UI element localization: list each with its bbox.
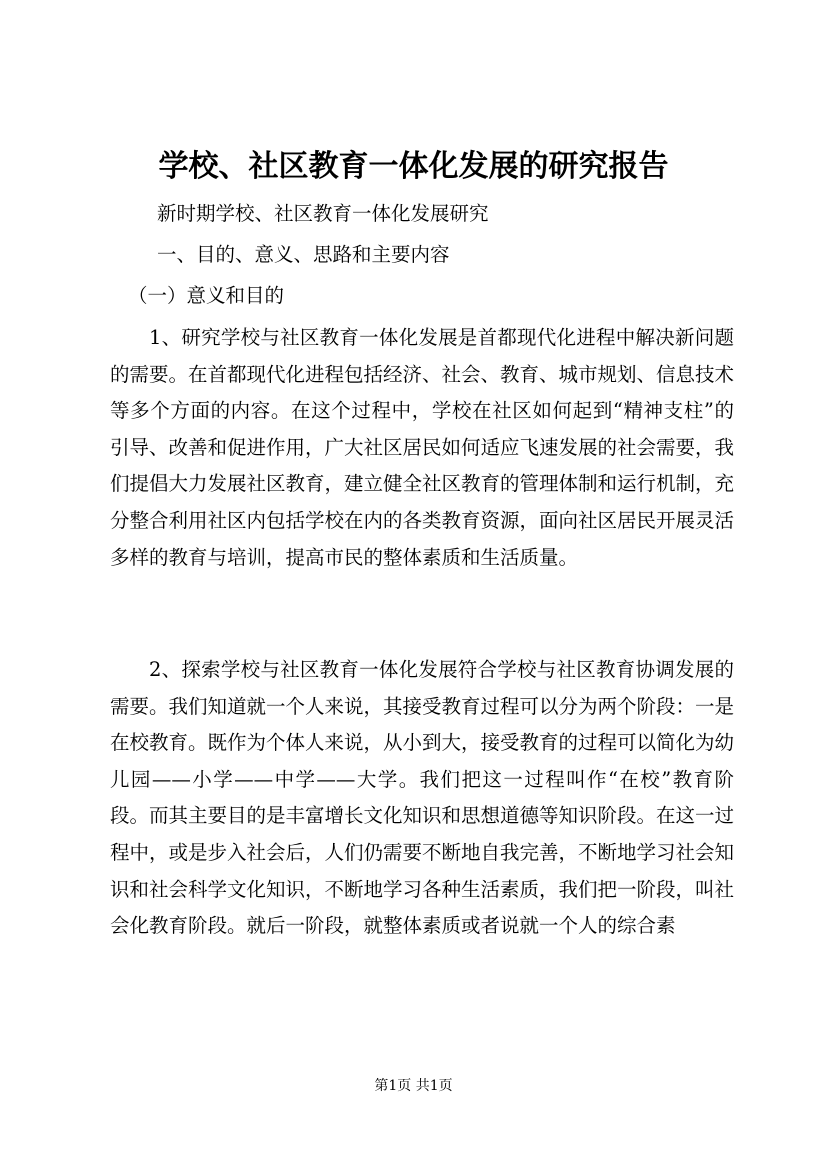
paragraph-1: 1、研究学校与社区教育一体化发展是首都现代化进程中解决新问题的需要。在首都现代化进程包括经济、社会、教育、城市规划、信息技术等多个方面的内容。在这个过程中，学校在社区如何起到“精神支柱”的引导、改善和促进作用，广大社区居民如何适应飞速发展的社会需要，我们提倡大力发展社区教育，建立健全社区教育的管理体制和运行机制，充分整合利用社区内包括学校在内的各类教育资源，面向社区居民开展灵活多样的教育与培训，提高市民的整体素质和生活质量。 <box>110 326 735 569</box>
paragraph-2: 2、探索学校与社区教育一体化发展符合学校与社区教育协调发展的需要。我们知道就一个人来说，其接受教育过程可以分为两个阶段：一是在校教育。既作为个体人来说，从小到大，接受教育的过程可以简化为幼儿园——小学——中学——大学。我们把这一过程叫作“在校”教育阶段。而其主要目的是丰富增长文化知识和思想道德等知识阶段。在这一过程中，或是步入社会后，人们仍需要不断地自我完善，不断地学习社会知识和社会科学文化知识，不断地学习各种生活素质，我们把一阶段，叫社会化教育阶段。就后一阶段，就整体素质或者说就一个人的综合素 <box>110 658 735 938</box>
page-footer: 第1页 共1页 <box>374 1078 453 1094</box>
document-subtitle: 新时期学校、社区教育一体化发展研究 <box>157 202 489 225</box>
document-title: 学校、社区教育一体化发展的研究报告 <box>158 149 669 184</box>
subsection-heading: （一）意义和目的 <box>128 284 285 307</box>
section-heading: 一、目的、意义、思路和主要内容 <box>157 243 450 266</box>
